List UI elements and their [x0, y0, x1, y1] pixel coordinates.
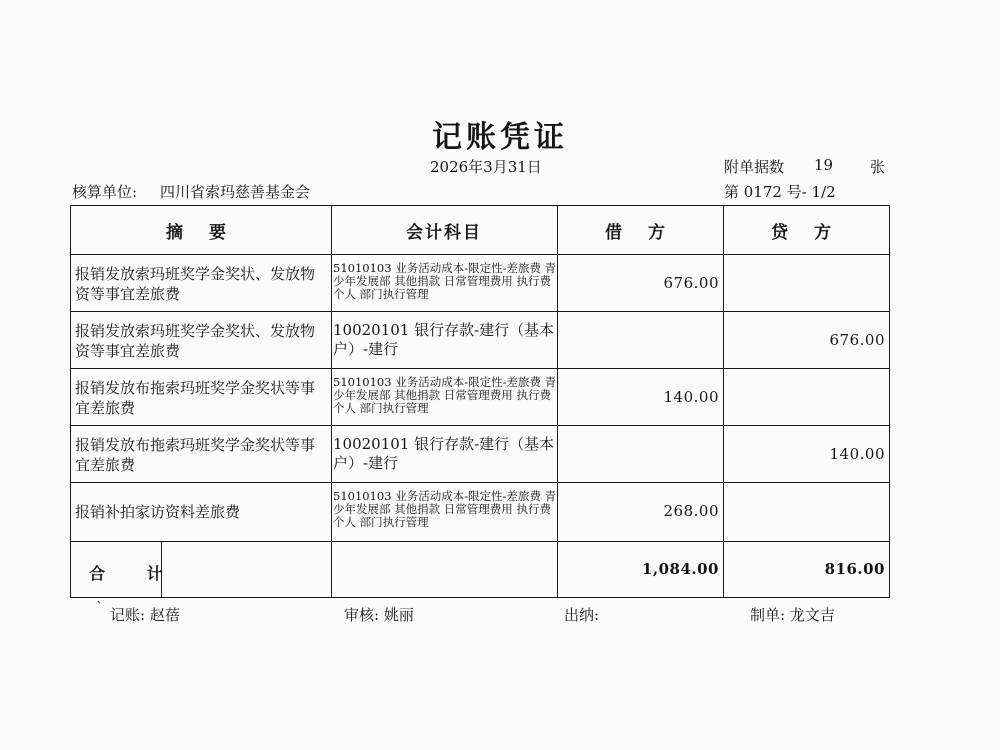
column-divider: [331, 206, 332, 597]
total-debit: 1,084.00: [641, 560, 719, 578]
row-divider: [71, 425, 889, 426]
voucher-table: [70, 205, 890, 598]
row-summary: 报销发放索玛班奖学金奖状、发放物资等事宜差旅费: [75, 265, 316, 303]
voucher-number: 第 0172 号- 1/2: [724, 183, 836, 201]
row-summary: 报销发放布拖索玛班奖学金奖状等事宜差旅费: [75, 436, 316, 474]
row-account: 51010103 业务活动成本-限定性-差旅费 青少年发展部 其他捐款 日常管理费用 执行费 个人 部门执行管理: [333, 261, 557, 301]
header-debit: 借 方: [605, 222, 675, 243]
row-debit: 268.00: [663, 502, 719, 520]
column-divider: [723, 206, 724, 597]
row-debit: 140.00: [663, 388, 719, 406]
row-debit: 676.00: [663, 274, 719, 292]
header-account: 会计科目: [406, 222, 482, 243]
accounting-unit-value: 四川省索玛慈善基金会: [160, 183, 311, 201]
row-credit: 140.00: [829, 445, 885, 463]
voucher-title: 记账凭证: [432, 120, 568, 155]
cashier-signature: 出纳:: [564, 606, 600, 624]
header-summary: 摘 要: [166, 222, 236, 243]
bookkeeper-signature: 记账: 赵蓓: [110, 606, 180, 624]
header-credit: 贷 方: [771, 222, 841, 243]
row-summary: 报销发放布拖索玛班奖学金奖状等事宜差旅费: [75, 379, 316, 417]
row-credit: 676.00: [829, 331, 885, 349]
row-divider: [71, 254, 889, 255]
row-summary: 报销发放索玛班奖学金奖状、发放物资等事宜差旅费: [75, 322, 316, 360]
accounting-unit-label: 核算单位:: [72, 183, 138, 201]
row-account: 10020101 银行存款-建行（基本户）-建行: [333, 321, 555, 358]
row-divider: [71, 311, 889, 312]
row-account: 10020101 银行存款-建行（基本户）-建行: [333, 435, 555, 472]
footnote-mark: `: [96, 600, 103, 616]
attachments-label: 附单据数: [724, 158, 785, 176]
row-divider: [71, 482, 889, 483]
total-credit: 816.00: [824, 560, 885, 578]
row-divider: [71, 541, 889, 542]
row-account: 51010103 业务活动成本-限定性-差旅费 青少年发展部 其他捐款 日常管理费用 执行费 个人 部门执行管理: [333, 489, 557, 529]
voucher-date: 2026年3月31日: [430, 158, 542, 176]
row-divider: [71, 368, 889, 369]
preparer-signature: 制单: 龙文吉: [750, 606, 835, 624]
row-account: 51010103 业务活动成本-限定性-差旅费 青少年发展部 其他捐款 日常管理费用 执行费 个人 部门执行管理: [333, 375, 557, 415]
attachments-count: 19: [814, 156, 834, 174]
total-label: 合 计: [89, 564, 181, 583]
row-summary: 报销补拍家访资料差旅费: [75, 503, 241, 521]
attachments-unit: 张: [870, 158, 886, 176]
reviewer-signature: 审核: 姚丽: [344, 606, 414, 624]
